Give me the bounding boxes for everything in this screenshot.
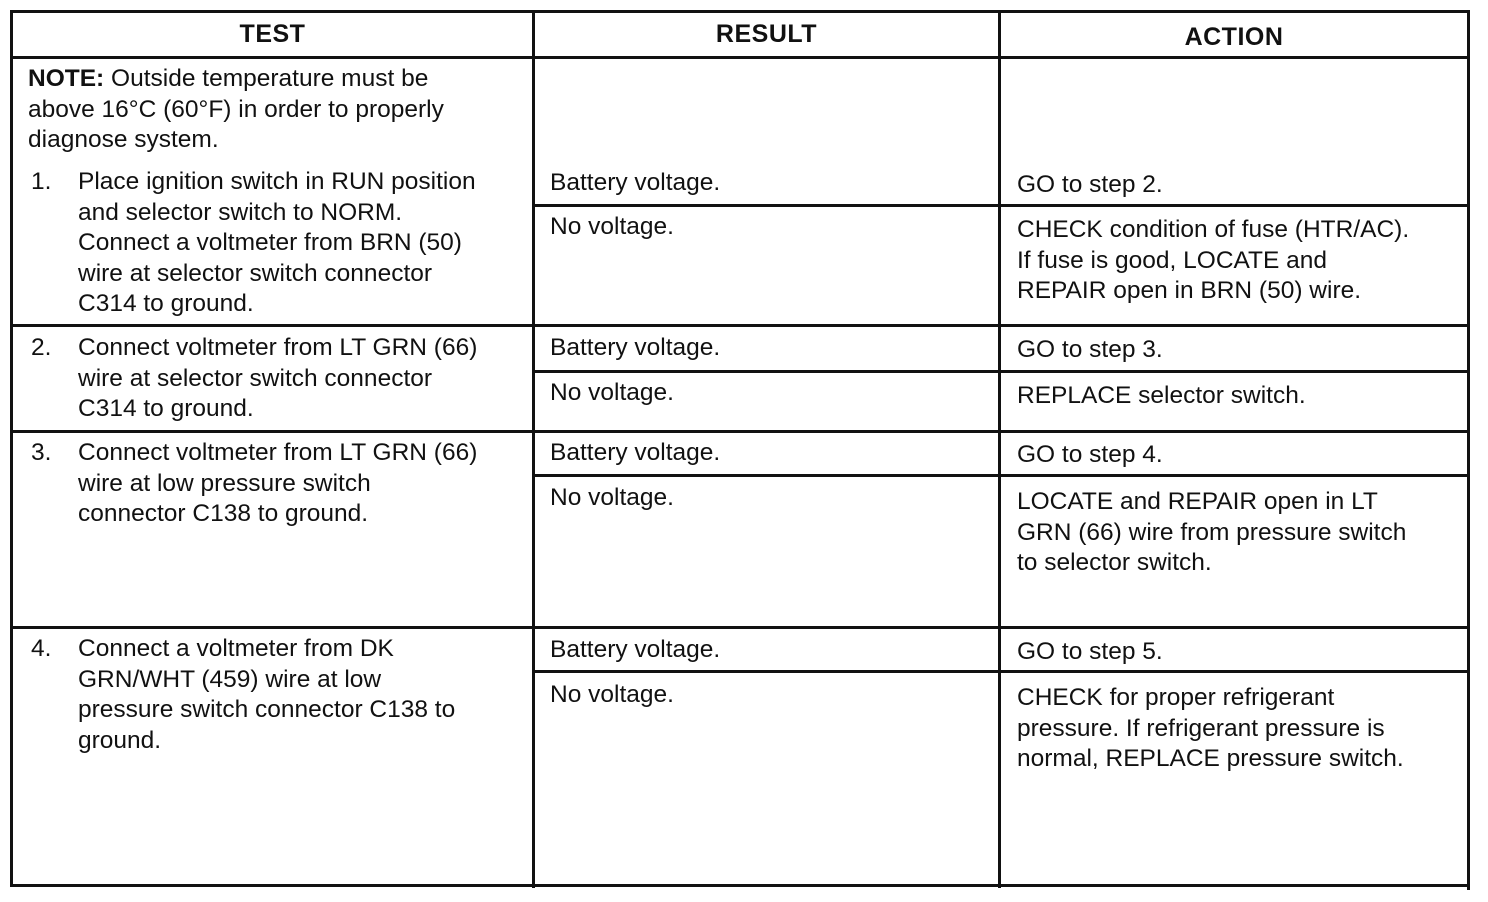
note-line-2: above 16°C (60°F) in order to properly bbox=[28, 95, 444, 123]
action-line: GO to step 2. bbox=[1017, 171, 1163, 198]
action-line: GRN (66) wire from pressure switch bbox=[1017, 518, 1407, 546]
action-line: CHECK condition of fuse (HTR/AC). bbox=[1017, 216, 1410, 243]
step-3-action-fail bbox=[1017, 487, 1406, 579]
step-4-result-fail: No voltage. bbox=[550, 681, 674, 708]
step1-bottom-rule bbox=[10, 324, 1470, 327]
step-2-action-fail bbox=[1017, 381, 1306, 412]
action-line: CHECK for proper refrigerant bbox=[1017, 684, 1335, 711]
step-text-line: wire at selector switch connector bbox=[78, 259, 433, 287]
action-line: to selector switch. bbox=[1017, 549, 1212, 576]
step-number: 3. bbox=[31, 439, 52, 466]
step-2-action-pass bbox=[1017, 335, 1163, 366]
step-text-line: Connect voltmeter from LT GRN (66) bbox=[78, 439, 478, 466]
step-text-line: C314 to ground. bbox=[78, 290, 254, 317]
step-text-line: Connect voltmeter from LT GRN (66) bbox=[78, 334, 478, 361]
step-number: 4. bbox=[31, 635, 52, 662]
step-1-result-fail: No voltage. bbox=[550, 213, 674, 240]
step-4-action-fail bbox=[1017, 683, 1404, 775]
step-3-result-fail: No voltage. bbox=[550, 484, 674, 511]
step-text-line: Place ignition switch in RUN position bbox=[78, 168, 476, 195]
action-line: GO to step 3. bbox=[1017, 336, 1163, 363]
step-2-result-pass: Battery voltage. bbox=[550, 334, 721, 361]
note bbox=[28, 64, 444, 156]
column-divider-test-result bbox=[532, 10, 535, 888]
step-1-action-pass bbox=[1017, 170, 1163, 201]
step-1-result-pass: Battery voltage. bbox=[550, 169, 721, 196]
step-text-line: connector C138 to ground. bbox=[78, 500, 369, 527]
step-text-line: wire at low pressure switch bbox=[78, 469, 371, 497]
step-3-result-pass: Battery voltage. bbox=[550, 439, 721, 466]
step-text-line: Connect a voltmeter from DK bbox=[78, 635, 394, 662]
action-line: GO to step 4. bbox=[1017, 441, 1163, 468]
step-text-line: ground. bbox=[78, 726, 162, 754]
table-border-bottom bbox=[10, 884, 1470, 887]
table-border-left bbox=[10, 10, 13, 886]
step-number: 2. bbox=[31, 334, 52, 361]
action-line: If fuse is good, LOCATE and bbox=[1017, 246, 1328, 274]
action-line: REPAIR open in BRN (50) wire. bbox=[1017, 277, 1362, 304]
step3-bottom-rule bbox=[10, 626, 1470, 629]
step4-subrow-rule bbox=[532, 670, 1470, 673]
action-line: REPLACE selector switch. bbox=[1017, 382, 1306, 409]
step-text-line: Connect a voltmeter from BRN (50) bbox=[78, 229, 462, 256]
note-line-1: Outside temperature must be bbox=[104, 65, 429, 92]
step1-subrow-rule bbox=[532, 204, 1470, 207]
table-border-top bbox=[10, 10, 1470, 13]
step-1-action-fail bbox=[1017, 215, 1409, 307]
column-divider-result-action bbox=[998, 10, 1001, 888]
action-line: LOCATE and REPAIR open in LT bbox=[1017, 488, 1378, 515]
action-line: normal, REPLACE pressure switch. bbox=[1017, 745, 1404, 772]
step-4-action-pass bbox=[1017, 637, 1163, 668]
note-label: NOTE: bbox=[28, 65, 105, 92]
step-text-line: pressure switch connector C138 to bbox=[78, 696, 456, 723]
step2-subrow-rule bbox=[532, 370, 1470, 373]
action-line: GO to step 5. bbox=[1017, 638, 1163, 665]
step2-bottom-rule bbox=[10, 430, 1470, 433]
action-line: pressure. If refrigerant pressure is bbox=[1017, 714, 1385, 742]
note-line-3: diagnose system. bbox=[28, 126, 219, 153]
step-4-result-pass: Battery voltage. bbox=[550, 636, 721, 663]
step-3-action-pass bbox=[1017, 440, 1163, 471]
step-text-line: C314 to ground. bbox=[78, 395, 254, 422]
table-border-right bbox=[1467, 12, 1470, 890]
step-text-line: GRN/WHT (459) wire at low bbox=[78, 665, 382, 693]
header-test: TEST bbox=[239, 20, 306, 48]
header-result: RESULT bbox=[715, 20, 818, 48]
header-action: ACTION bbox=[1184, 23, 1284, 51]
step-number: 1. bbox=[31, 168, 52, 195]
step-2-result-fail: No voltage. bbox=[550, 379, 674, 406]
step-text-line: wire at selector switch connector bbox=[78, 364, 433, 392]
step3-subrow-rule bbox=[532, 474, 1470, 477]
step-text-line: and selector switch to NORM. bbox=[78, 198, 403, 226]
